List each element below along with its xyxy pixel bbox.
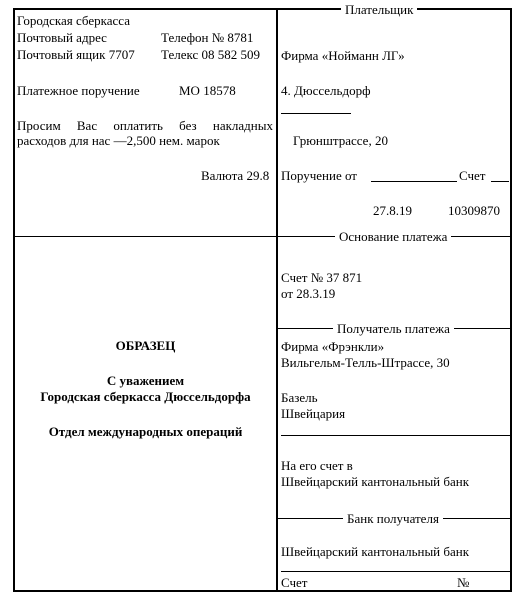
currency: Валюта 29.8 <box>201 168 270 183</box>
bank-signature: Городская сберкасса Дюссельдорфа <box>40 389 251 404</box>
department: Отдел международных операций <box>48 424 243 439</box>
divider-left-middle <box>15 236 276 237</box>
recipient-account-line-2: Швейцарский кантональный банк <box>281 474 470 489</box>
recipient-account-line-1: На его счет в <box>281 458 353 473</box>
order-number: МО 18578 <box>179 83 236 98</box>
payer-city-underline <box>281 113 351 114</box>
payer-account-underline <box>491 181 509 182</box>
recipient-bank-underline <box>281 571 511 572</box>
payment-order-form <box>13 2 512 592</box>
order-from-label: Поручение от <box>281 168 357 183</box>
recipient-bank-name: Швейцарский кантональный банк <box>281 544 470 559</box>
sample-stamp: ОБРАЗЕЦ <box>115 338 176 353</box>
payer-firm: Фирма «Нойманн ЛГ» <box>281 48 405 63</box>
recipient-country-underline <box>281 435 511 436</box>
order-from-underline <box>371 181 457 182</box>
order-label: Платежное поручение <box>17 83 140 98</box>
vertical-divider <box>276 10 278 590</box>
po-box: Почтовый ящик 7707 <box>17 47 135 62</box>
bank-name: Городская сберкасса <box>17 13 131 28</box>
payer-street: Грюнштрассе, 20 <box>293 133 388 148</box>
recipient-country: Швейцария <box>281 406 346 421</box>
regards: С уважением <box>106 373 185 388</box>
telex: Телекс 08 582 509 <box>161 47 260 62</box>
invoice-number: Счет № 37 871 <box>281 270 363 285</box>
invoice-date: от 28.3.19 <box>281 286 336 301</box>
payer-header: Плательщик <box>341 2 417 17</box>
recipient-bank-number-label: № <box>457 575 470 590</box>
recipient-bank-account-label: Счет <box>281 575 308 590</box>
payment-basis-header: Основание платежа <box>335 229 451 244</box>
request-line-2: расходов для нас —2,500 нем. марок <box>17 133 220 148</box>
recipient-street: Вильгельм-Телль-Штрассе, 30 <box>281 355 450 370</box>
payer-account-number: 10309870 <box>448 203 500 218</box>
recipient-bank-header: Банк получателя <box>343 511 443 526</box>
postal-address-label: Почтовый адрес <box>17 30 107 45</box>
payer-account-label: Счет <box>459 168 486 183</box>
payer-city: 4. Дюссельдорф <box>281 83 371 98</box>
recipient-city: Базель <box>281 390 318 405</box>
request-line-1: Просим Вас оплатить без накладных <box>17 118 273 133</box>
order-date: 27.8.19 <box>373 203 412 218</box>
phone-number: Телефон № 8781 <box>161 30 254 45</box>
recipient-header: Получатель платежа <box>333 321 454 336</box>
recipient-firm: Фирма «Фрэнкли» <box>281 339 385 354</box>
